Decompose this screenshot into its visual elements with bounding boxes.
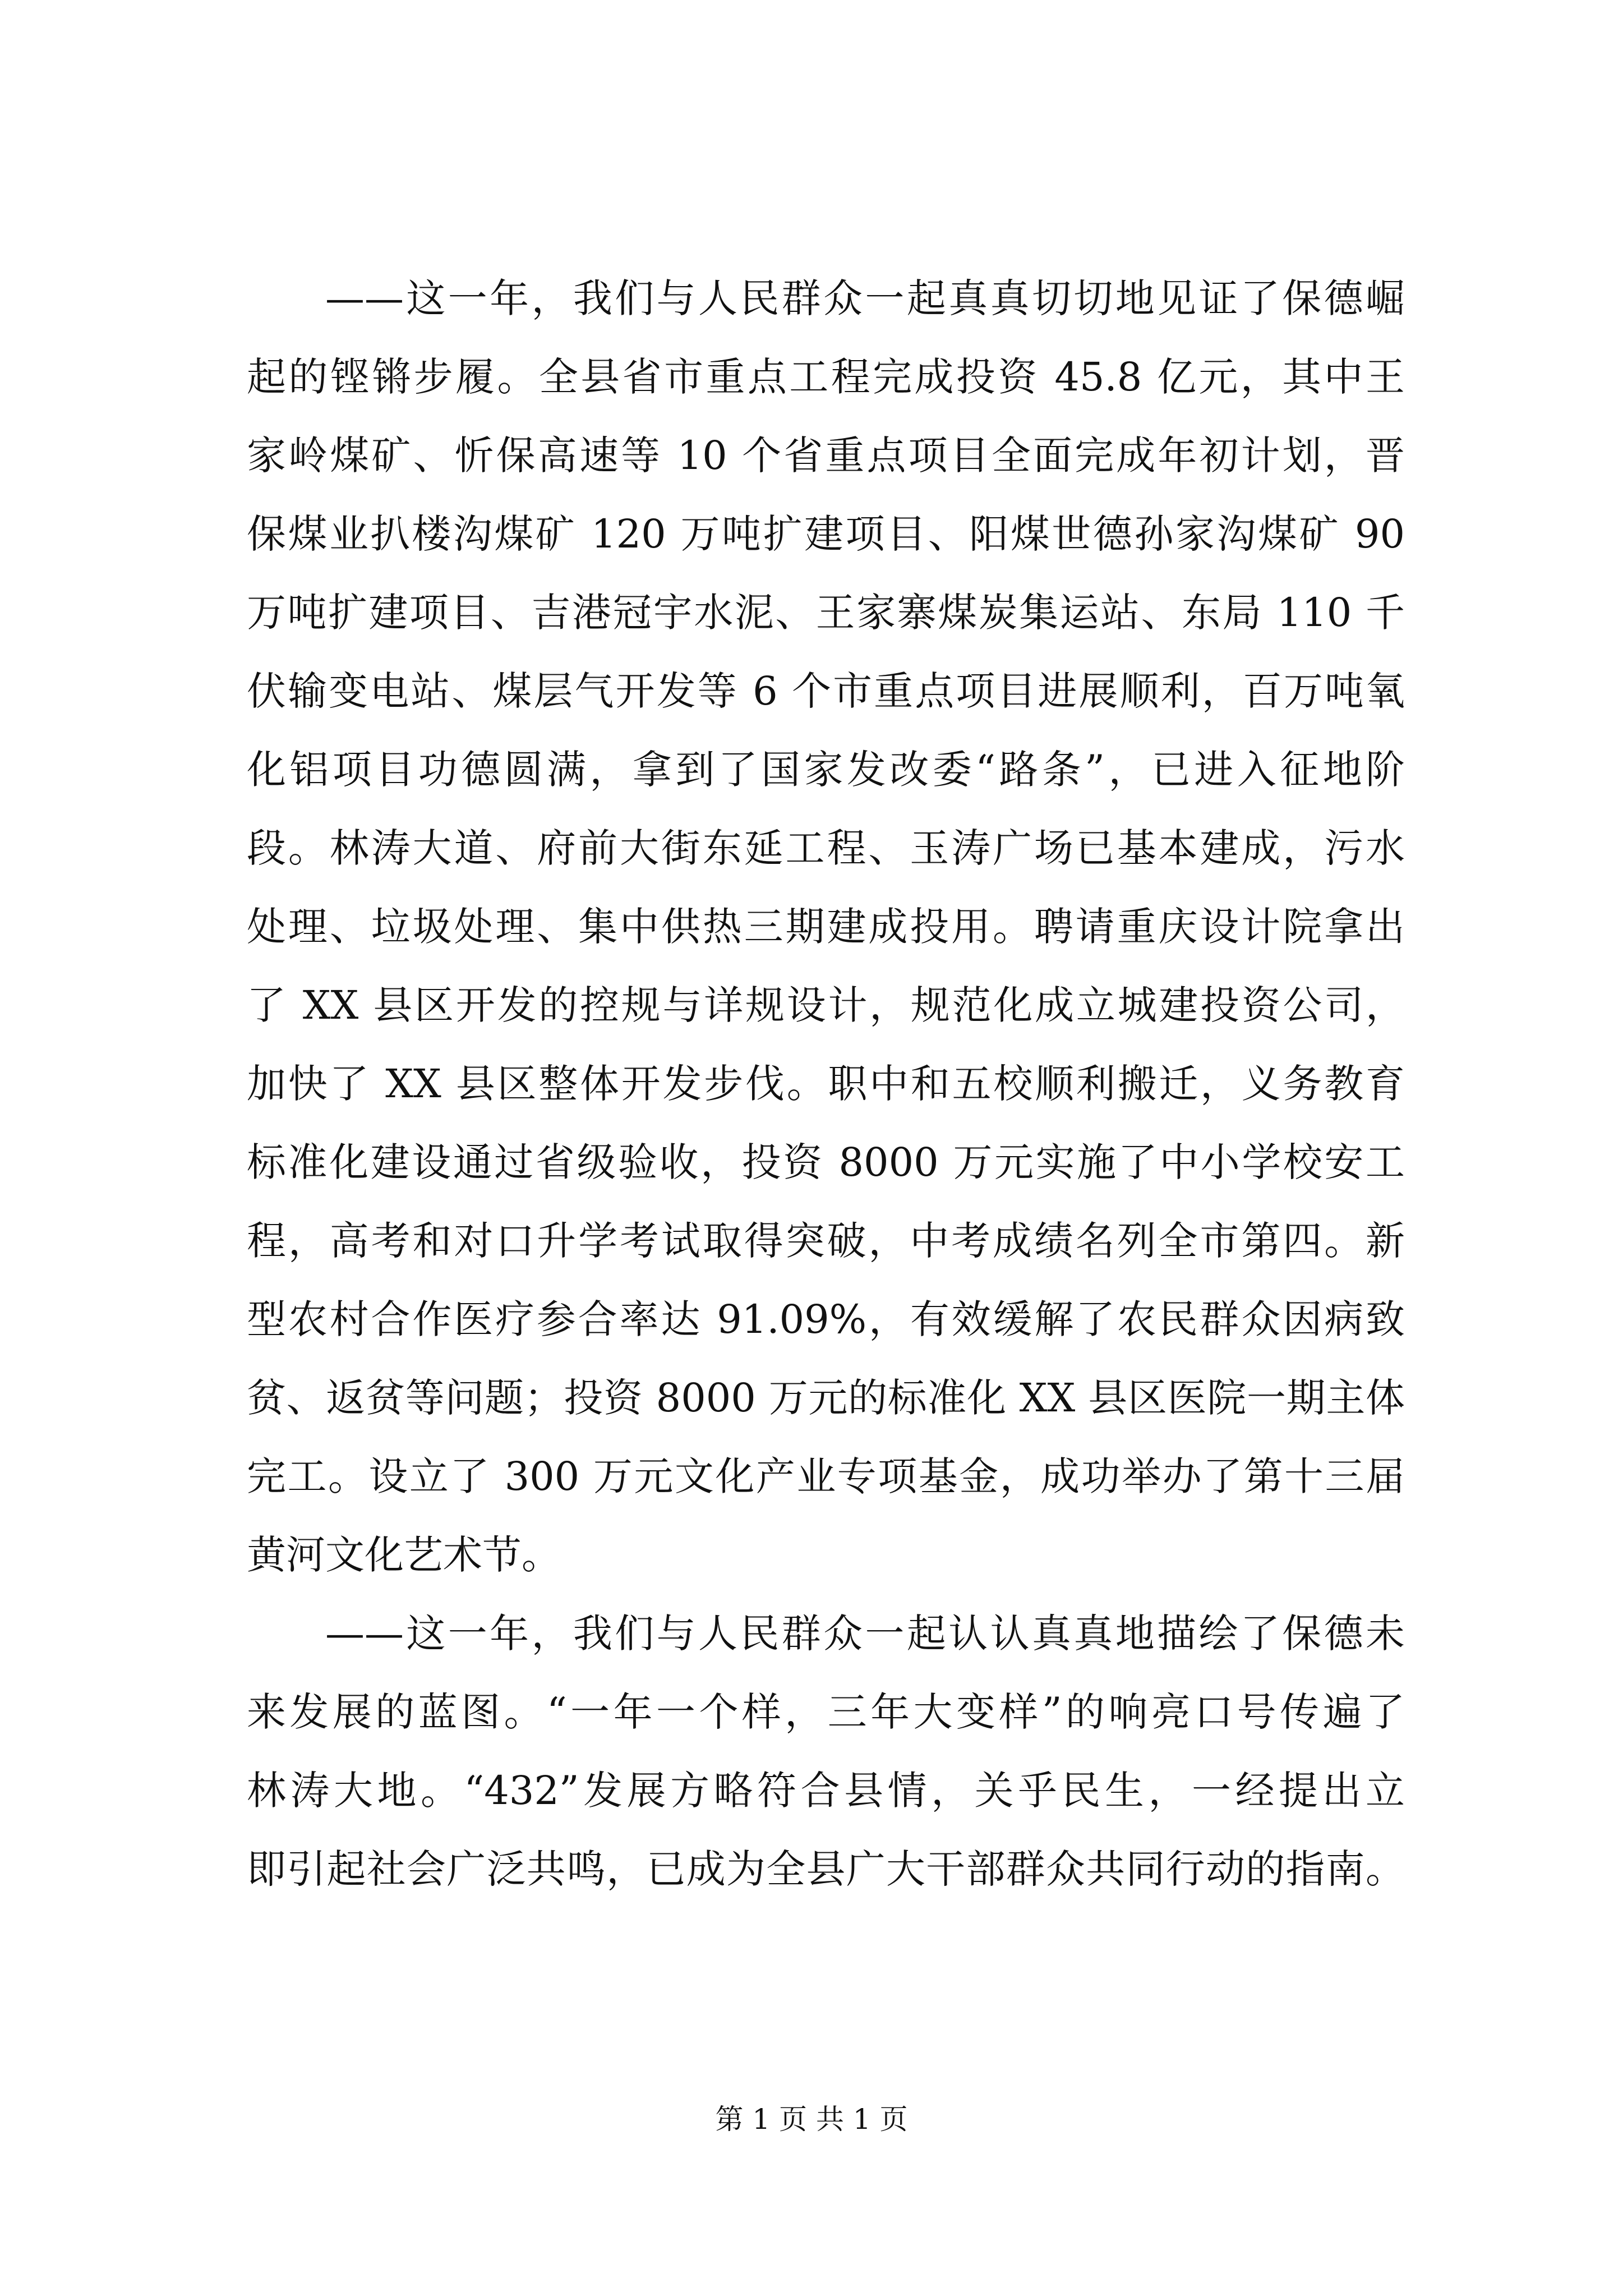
text-line: 程，高考和对口升学考试取得突破，中考成绩名列全市第四。新 bbox=[247, 1218, 1405, 1264]
text-line: 化铝项目功德圆满，拿到了国家发改委“路条”，已进入征地阶 bbox=[247, 747, 1405, 793]
text-line: 了 XX 县区开发的控规与详规设计，规范化成立城建投资公司， bbox=[247, 982, 1405, 1028]
text-line: 伏输变电站、煤层气开发等 6 个市重点项目进展顺利，百万吨氧 bbox=[247, 668, 1405, 714]
text-line: 贫、返贫等问题；投资 8000 万元的标准化 XX 县区医院一期主体 bbox=[247, 1375, 1405, 1421]
text-line: 型农村合作医疗参合率达 91.09%，有效缓解了农民群众因病致 bbox=[247, 1296, 1405, 1342]
text-line: 段。林涛大道、府前大街东延工程、玉涛广场已基本建成，污水 bbox=[247, 825, 1405, 871]
text-line: 加快了 XX 县区整体开发步伐。职中和五校顺利搬迁，义务教育 bbox=[247, 1061, 1405, 1107]
paragraph-1 bbox=[247, 259, 1405, 1594]
text-line: 万吨扩建项目、吉港冠宇水泥、王家寨煤炭集运站、东局 110 千 bbox=[247, 590, 1405, 636]
document-body bbox=[247, 259, 1405, 1908]
text-line: 标准化建设通过省级验收，投资 8000 万元实施了中小学校安工 bbox=[247, 1139, 1405, 1185]
text-line: 完工。设立了 300 万元文化产业专项基金，成功举办了第十三届 bbox=[247, 1453, 1405, 1499]
text-line: 家岭煤矿、忻保高速等 10 个省重点项目全面完成年初计划，晋 bbox=[247, 432, 1405, 478]
text-line: 黄河文化艺术节。 bbox=[247, 1532, 561, 1578]
text-line: ——这一年，我们与人民群众一起真真切切地见证了保德崛 bbox=[325, 275, 1405, 321]
text-line: 林涛大地。“432”发展方略符合县情，关乎民生，一经提出立 bbox=[247, 1768, 1405, 1814]
text-line: 保煤业扒楼沟煤矿 120 万吨扩建项目、阳煤世德孙家沟煤矿 90 bbox=[247, 511, 1405, 557]
text-line: 起的铿锵步履。全县省市重点工程完成投资 45.8 亿元，其中王 bbox=[247, 354, 1405, 400]
text-line: ——这一年，我们与人民群众一起认认真真地描绘了保德未 bbox=[325, 1611, 1405, 1657]
text-line: 即引起社会广泛共鸣，已成为全县广大干部群众共同行动的指南。 bbox=[247, 1846, 1405, 1892]
page-footer: 第 1 页 共 1 页 bbox=[715, 2103, 908, 2136]
paragraph-2 bbox=[247, 1594, 1405, 1908]
text-line: 处理、垃圾处理、集中供热三期建成投用。聘请重庆设计院拿出 bbox=[247, 904, 1405, 950]
text-line: 来发展的蓝图。“一年一个样，三年大变样”的响亮口号传遍了 bbox=[247, 1689, 1405, 1735]
